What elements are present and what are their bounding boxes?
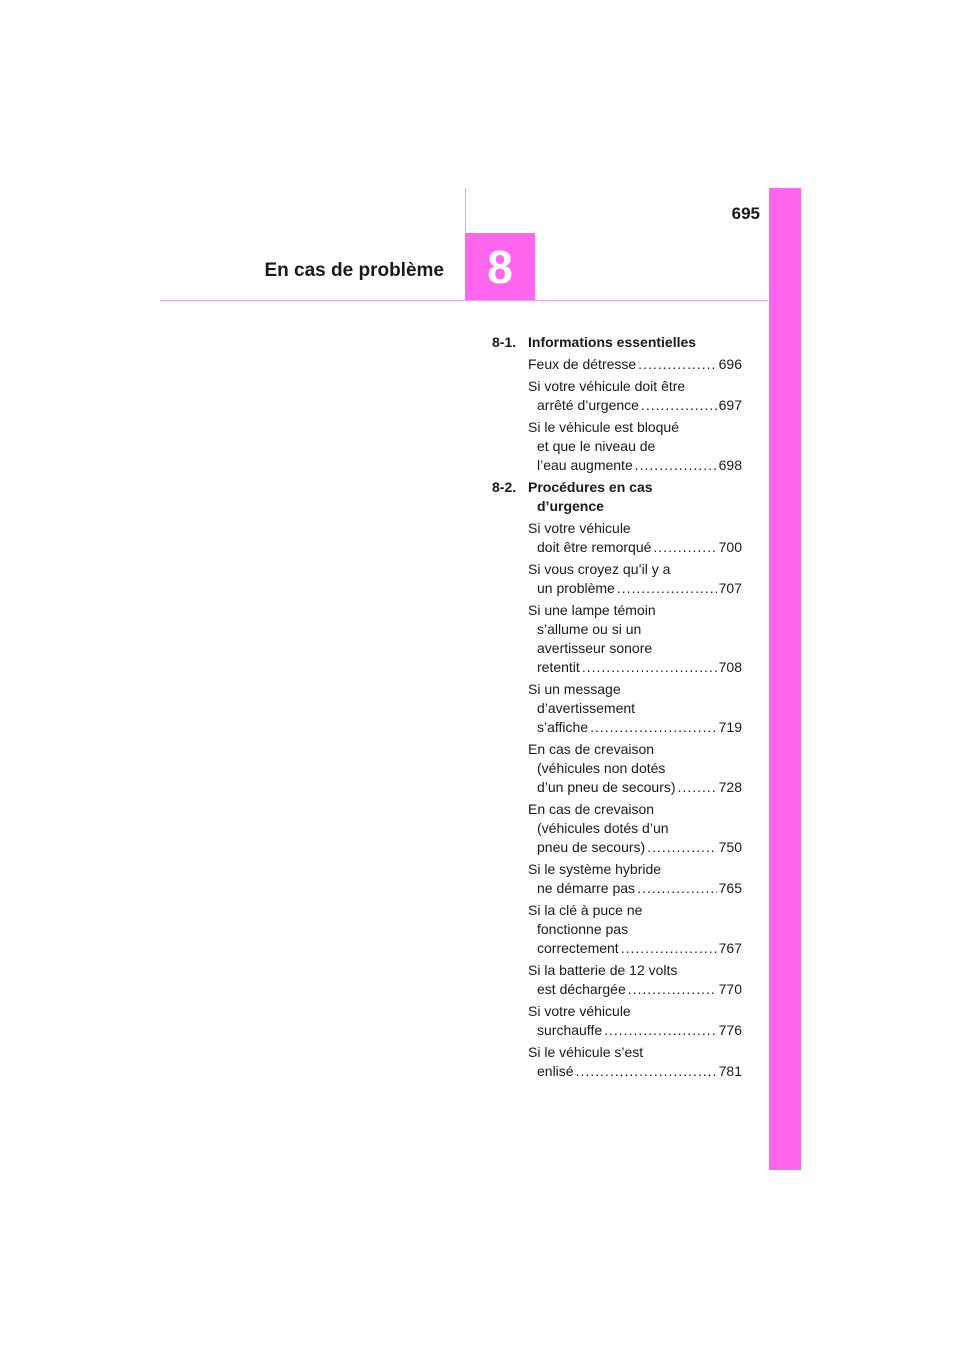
- toc-section-title: Informations essentielles: [528, 334, 697, 350]
- toc-leader-dots: [590, 718, 717, 737]
- toc-entry-text: Feux de détresse: [528, 356, 637, 372]
- toc-leader-dots: [647, 838, 716, 857]
- toc-section: [492, 333, 742, 475]
- toc-entry-page: 698: [718, 457, 742, 473]
- toc-entry-page: 696: [718, 356, 742, 372]
- chapter-rule: [160, 300, 768, 301]
- toc-entry-page: 728: [718, 779, 742, 795]
- toc-entry-text: ne démarre pas: [537, 880, 636, 896]
- toc-entry-text: Si le système hybride: [528, 861, 662, 877]
- toc-entry-text: Si un message: [528, 681, 621, 697]
- toc-leader-dots: [628, 980, 717, 999]
- toc-leader-dots: [653, 538, 716, 557]
- toc-leader-dots: [637, 879, 717, 898]
- toc-section-title: d’urgence: [537, 498, 604, 514]
- toc-leader-dots: [635, 456, 717, 475]
- toc-entry-text: Si la batterie de 12 volts: [528, 962, 678, 978]
- toc-entry-page: 765: [718, 880, 742, 896]
- toc-entry-text: un problème: [537, 580, 615, 596]
- toc-entry-text: En cas de crevaison: [528, 801, 655, 817]
- toc-entry[interactable]: [528, 860, 742, 898]
- toc-entry-text: est déchargée: [537, 981, 626, 997]
- toc-section-number: 8-2.: [492, 479, 517, 495]
- toc-entry-text: et que le niveau de: [537, 438, 656, 454]
- toc-leader-dots: [604, 1021, 717, 1040]
- toc-leader-dots: [678, 778, 717, 797]
- chapter-number: 8: [487, 241, 513, 293]
- toc-entry[interactable]: [528, 601, 742, 677]
- toc-entry-page: 767: [718, 940, 742, 956]
- toc-leader-dots: [582, 658, 717, 677]
- toc-entry-text: pneu de secours): [537, 839, 646, 855]
- toc-entry-text: (véhicules non dotés: [537, 760, 666, 776]
- toc-entry-text: fonctionne pas: [537, 921, 629, 937]
- toc-entry-text: l’eau augmente: [537, 457, 633, 473]
- toc-entry-text: d’avertissement: [537, 700, 636, 716]
- toc-entry-page: 781: [718, 1063, 742, 1079]
- toc-entry-page: 707: [718, 580, 742, 596]
- toc-section-number: 8-1.: [492, 334, 517, 350]
- toc-section: [492, 478, 742, 1081]
- toc-section-heading[interactable]: [492, 333, 742, 352]
- chapter-vertical-rule: [465, 188, 466, 234]
- chapter-side-tab: [769, 188, 801, 1170]
- page-number: 695: [731, 204, 760, 223]
- toc-leader-dots: [621, 939, 717, 958]
- toc-entry-text: Si le véhicule s’est: [528, 1044, 644, 1060]
- toc-entry-text: correctement: [537, 940, 619, 956]
- toc-entry-page: 697: [718, 397, 742, 413]
- toc-entry-text: arrêté d’urgence: [537, 397, 639, 413]
- toc-entry[interactable]: [528, 377, 742, 415]
- toc-entry-text: Si la clé à puce ne: [528, 902, 643, 918]
- toc-entry-text: retentit: [537, 659, 580, 675]
- toc-entry-text: En cas de crevaison: [528, 741, 655, 757]
- toc-entry-text: Si votre véhicule: [528, 520, 631, 536]
- toc-entry[interactable]: [528, 355, 742, 374]
- toc-entry[interactable]: [528, 740, 742, 797]
- toc-entry[interactable]: [528, 901, 742, 958]
- toc-entry[interactable]: [528, 1043, 742, 1081]
- toc-entry[interactable]: [528, 418, 742, 475]
- toc-entry-text: Si votre véhicule doit être: [528, 378, 686, 394]
- toc-entry-page: 770: [718, 981, 742, 997]
- toc-entry-page: 750: [718, 839, 742, 855]
- toc-entry[interactable]: [528, 519, 742, 557]
- chapter-number-box: [465, 233, 535, 301]
- toc-section-heading[interactable]: [492, 478, 742, 516]
- table-of-contents: [492, 333, 742, 1084]
- toc-entry-page: 719: [718, 719, 742, 735]
- toc-leader-dots: [617, 579, 717, 598]
- toc-entry-text: (véhicules dotés d’un: [537, 820, 669, 836]
- toc-entry[interactable]: [528, 560, 742, 598]
- toc-leader-dots: [576, 1062, 717, 1081]
- toc-entry-page: 776: [718, 1022, 742, 1038]
- toc-entry-text: surchauffe: [537, 1022, 603, 1038]
- toc-leader-dots: [641, 396, 717, 415]
- toc-section-title: Procédures en cas: [528, 479, 653, 495]
- toc-entry-text: s’affiche: [537, 719, 589, 735]
- toc-entry-text: Si votre véhicule: [528, 1003, 631, 1019]
- toc-entry-text: avertisseur sonore: [537, 640, 653, 656]
- toc-entry[interactable]: [528, 800, 742, 857]
- toc-entry-text: d’un pneu de secours): [537, 779, 676, 795]
- toc-entry[interactable]: [528, 680, 742, 737]
- toc-entry[interactable]: [528, 1002, 742, 1040]
- toc-entry[interactable]: [528, 961, 742, 999]
- toc-entry-text: s’allume ou si un: [537, 621, 642, 637]
- toc-entry-text: Si le véhicule est bloqué: [528, 419, 679, 435]
- toc-entry-page: 708: [718, 659, 742, 675]
- toc-entry-page: 700: [718, 539, 742, 555]
- toc-entry-text: enlisé: [537, 1063, 574, 1079]
- toc-entry-text: Si vous croyez qu’il y a: [528, 561, 671, 577]
- toc-entry-text: doit être remorqué: [537, 539, 652, 555]
- chapter-title: En cas de problème: [264, 260, 444, 281]
- toc-leader-dots: [638, 355, 716, 374]
- toc-entry-text: Si une lampe témoin: [528, 602, 656, 618]
